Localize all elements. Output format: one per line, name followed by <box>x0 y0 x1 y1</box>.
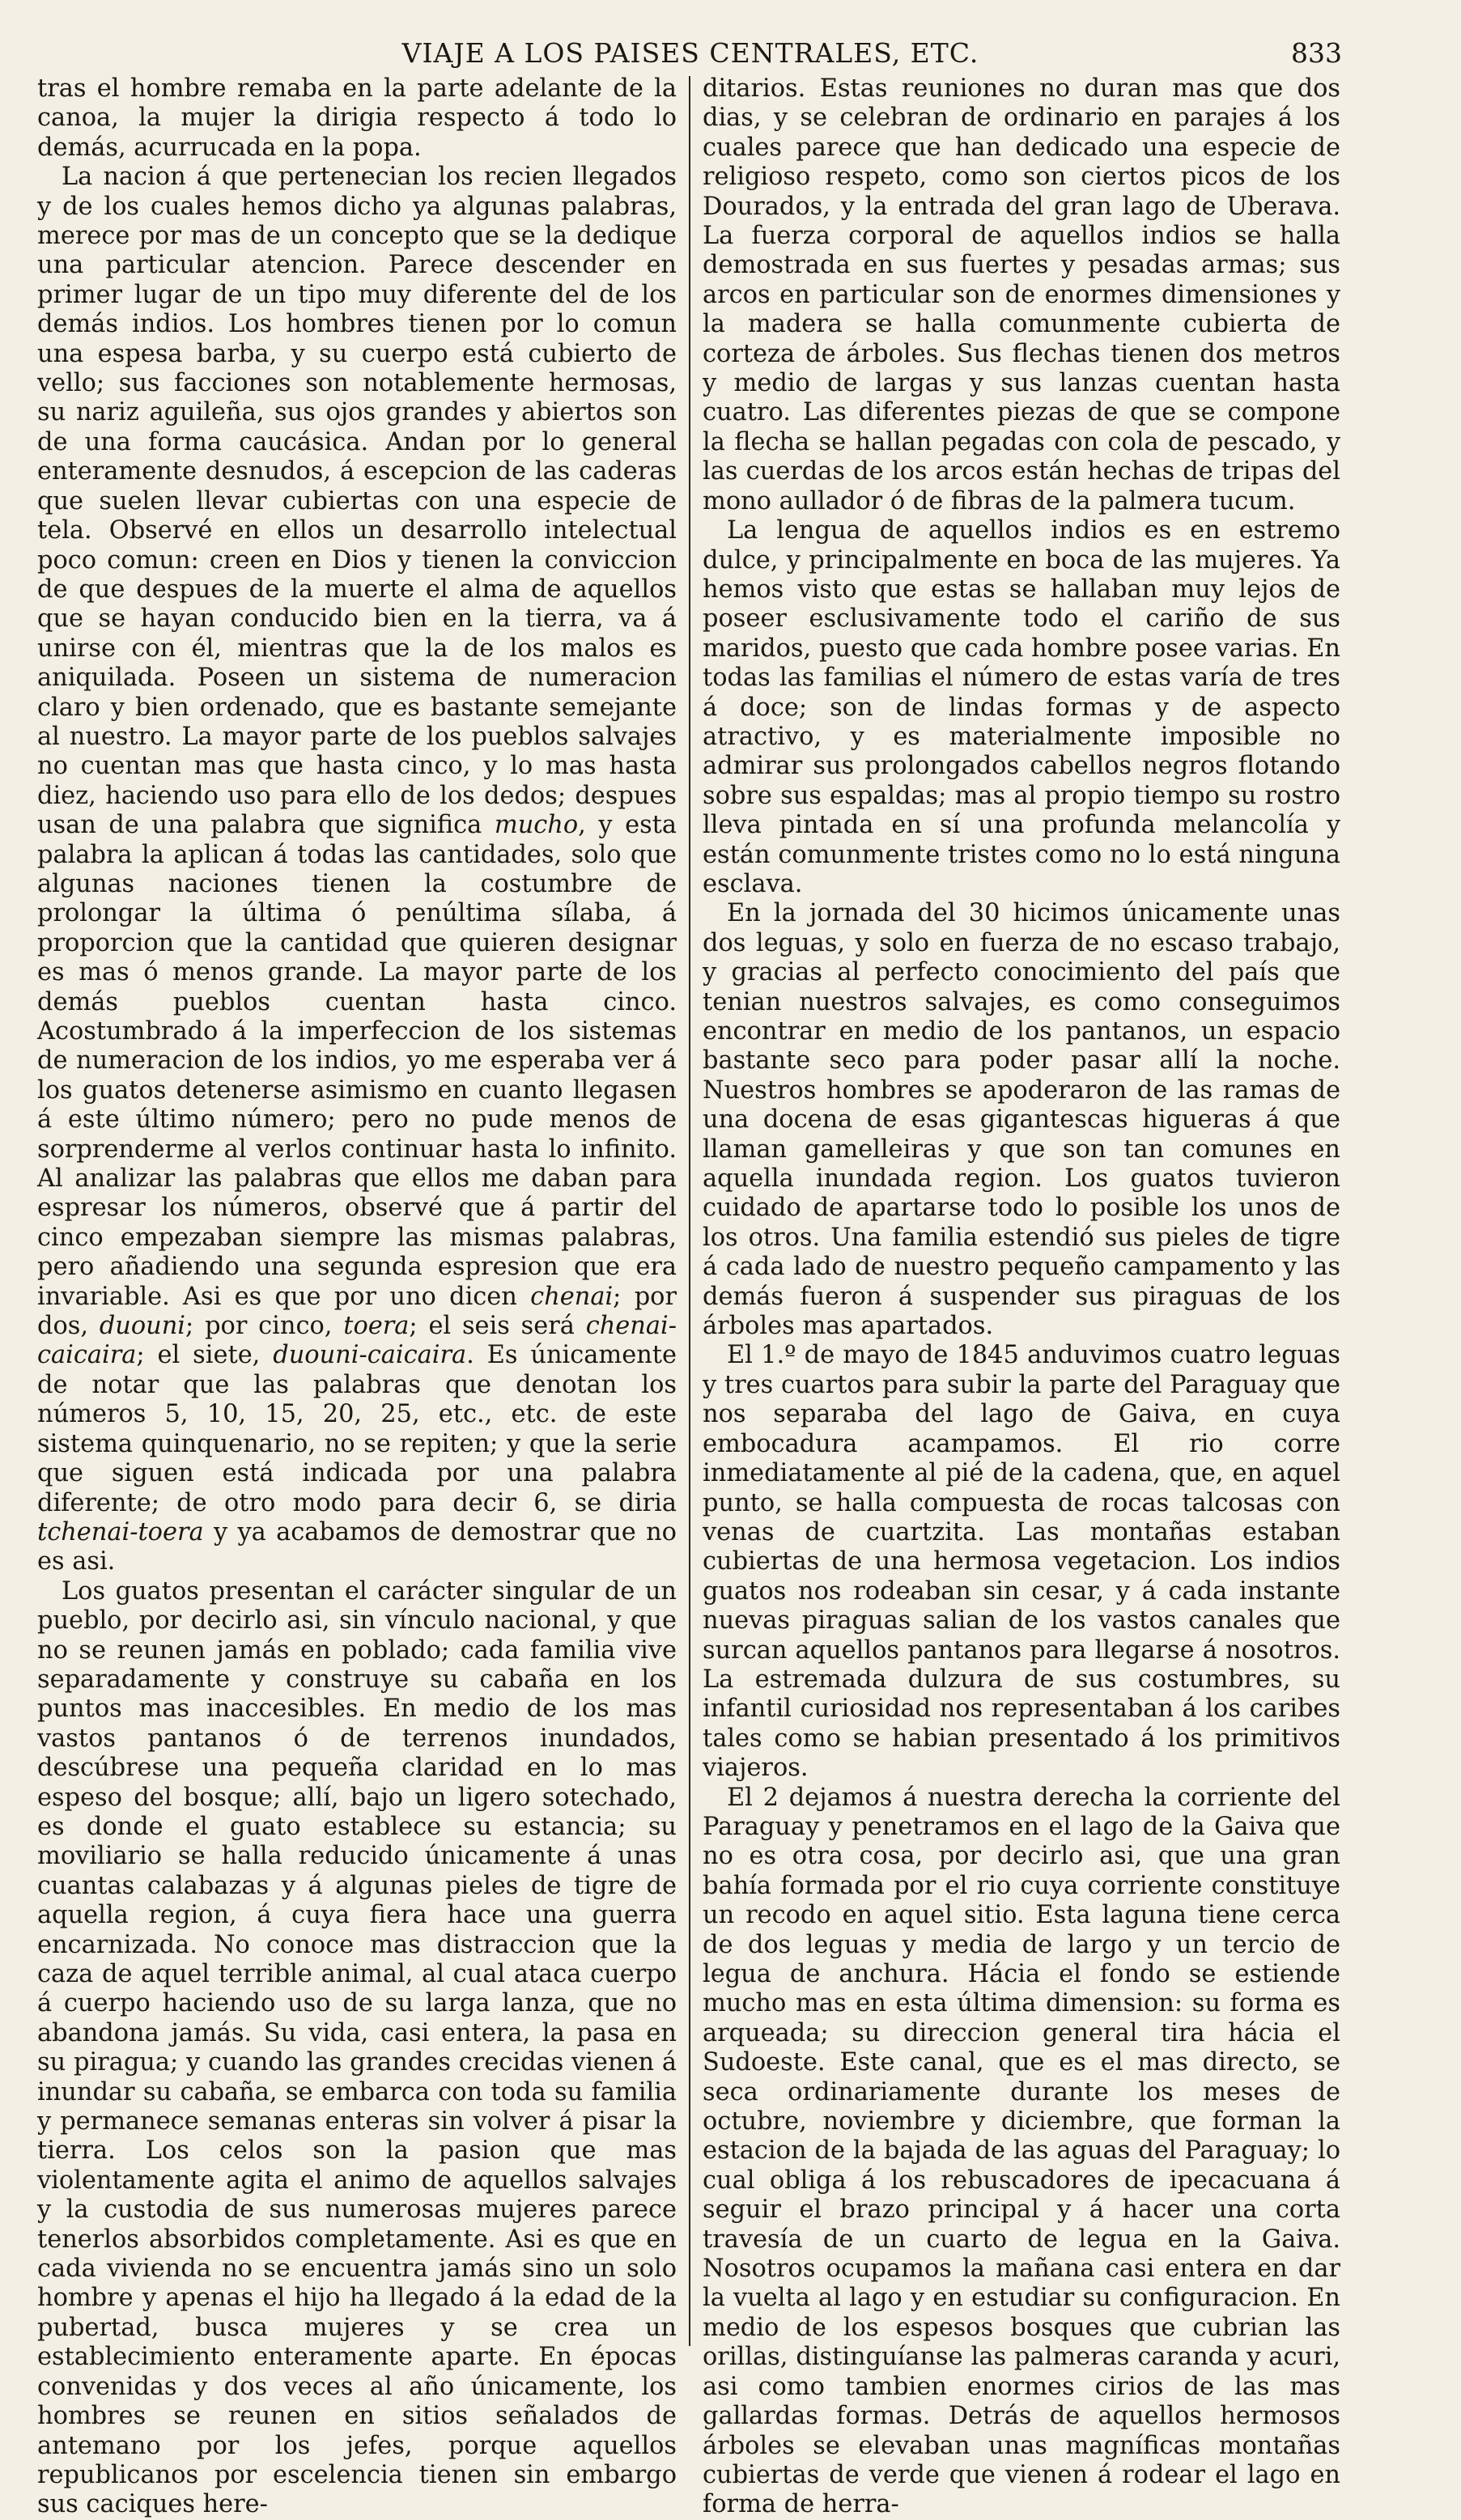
left-column <box>37 74 677 2519</box>
paragraph: En la jornada del 30 hicimos únicamente unas dos leguas, y solo en fuerza de no escaso trabajo, y gracias al perfecto conocimiento del país que tenian nuestros salvajes, es como conseguimos encontrar en medio de los pantanos, un espacio bastante seco para poder pasar allí la noche. Nuestros hombres se apoderaron de las ramas de una docena de esas gigantescas higueras á que llaman gamelleiras y que son tan comunes en aquella inundada region. Los guatos tuvieron cuidado de apartarse todo lo posible los unos de los otros. Una familia estendió sus pieles de tigre á cada lado de nuestro pequeño campamento y las demás fueron á suspender sus piraguas de los árboles mas apartados. <box>703 899 1340 1341</box>
paragraph: La lengua de aquellos indios es en estremo dulce, y principalmente en boca de las mujeres. Ya hemos visto que estas se hallaban muy lejos de poseer esclusivamente todo el cariño de sus maridos, puesto que cada hombre posee varias. En todas las familias el número de estas varía de tres á doce; son de lindas formas y de aspecto atractivo, y es materialmente imposible no admirar sus prolongados cabellos negros flotando sobre sus espaldas; mas al propio tiempo su rostro lleva pintada en sí una profunda melancolía y están comunmente tristes como no lo está ninguna esclava. <box>703 516 1340 898</box>
page-header <box>39 37 1342 78</box>
paragraph: El 1.º de mayo de 1845 anduvimos cuatro leguas y tres cuartos para subir la parte del Paraguay que nos separaba del lago de Gaiva, en cuya embocadura acampamos. El rio corre inmediatamente al pié de la cadena, que, en aquel punto, se halla compuesta de rocas talcosas con venas de cuartzita. Las montañas estaban cubiertas de una hermosa vegetacion. Los indios guatos nos rodeaban sin cesar, y á cada instante nuevas piraguas salian de los vastos canales que surcan aquellos pantanos para llegarse á nosotros. La estremada dulzura de sus costumbres, su infantil curiosidad nos representaban á los caribes tales como se habian presentado á los primitivos viajeros. <box>703 1341 1340 1783</box>
paragraph: La nacion á que pertenecian los recien llegados y de los cuales hemos dicho ya algunas palabras, merece por mas de un concepto que se la dedique una particular atencion. Parece descender en primer lugar de un tipo muy diferente del de los demás indios. Los hombres tienen por lo comun una espesa barba, y su cuerpo está cubierto de vello; sus facciones son notablemente hermosas, su nariz aguileña, sus ojos grandes y abiertos son de una forma caucásica. Andan por lo general enteramente desnudos, á escepcion de las caderas que suelen llevar cubiertas con una especie de tela. Observé en ellos un desarrollo intelectual poco comun: creen en Dios y tienen la conviccion de que despues de la muerte el alma de aquellos que se hayan conducido bien en la tierra, va á unirse con él, mientras que la de los malos es aniquilada. Poseen un sistema de numeracion claro y bien ordenado, que es bastante semejante al nuestro. La mayor parte de los pueblos salvajes no cuentan mas que hasta cinco, y lo mas hasta diez, haciendo uso para ello de los dedos; despues usan de una palabra que significa mucho, y esta palabra la aplican á todas las cantidades, solo que algunas naciones tienen la costumbre de prolongar la última ó penúltima sílaba, á proporcion que la cantidad que quieren designar es mas ó menos grande. La mayor parte de los demás pueblos cuentan hasta cinco. Acostumbrado á la imperfeccion de los sistemas de numeracion de los indios, yo me esperaba ver á los guatos detenerse asimismo en cuanto llegasen á este último número; pero no pude menos de sorprenderme al verlos continuar hasta lo infinito. Al analizar las palabras que ellos me daban para espresar los números, observé que á partir del cinco empezaban siempre las mismas palabras, pero añadiendo una segunda espresion que era invariable. Asi es que por uno dicen chenai; por dos, duouni; por cinco, toera; el seis será chenai-caicaira; el siete, duouni-caicaira. Es únicamente de notar que las palabras que denotan los números 5, 10, 15, 20, 25, etc., etc. de este sistema quinquenario, no se repiten; y que la serie que siguen está indicada por una palabra diferente; de otro modo para decir 6, se diria tchenai-toera y ya acabamos de demostrar que no es asi. <box>37 163 677 1576</box>
paragraph: Los guatos presentan el carácter singular de un pueblo, por decirlo asi, sin vínculo nacional, y que no se reunen jamás en poblado; cada familia vive separadamente y construye su cabaña en los puntos mas inaccesibles. En medio de los mas vastos pantanos ó de terrenos inundados, descúbrese una pequeña claridad en lo mas espeso del bosque; allí, bajo un ligero sotechado, es donde el guato establece su estancia; su moviliario se halla reducido únicamente á unas cuantas calabazas y á algunas pieles de tigre de aquella region, á cuya fiera hace una guerra encarnizada. No conoce mas distraccion que la caza de aquel terrible animal, al cual ataca cuerpo á cuerpo haciendo uso de su larga lanza, que no abandona jamás. Su vida, casi entera, la pasa en su piragua; y cuando las grandes crecidas vienen á inundar su cabaña, se embarca con toda su familia y permanece semanas enteras sin volver á pisar la tierra. Los celos son la pasion que mas violentamente agita el animo de aquellos salvajes y la custodia de sus numerosas mujeres parece tenerlos absorbidos completamente. Asi es que en cada vivienda no se encuentra jamás sino un solo hombre y apenas el hijo ha llegado á la edad de la pubertad, busca mujeres y se crea un establecimiento enteramente aparte. En épocas convenidas y dos veces al año únicamente, los hombres se reunen en sitios señalados de antemano por los jefes, porque aquellos republicanos por escelencia tienen sin embargo sus caciques here- <box>37 1576 677 2519</box>
paragraph: ditarios. Estas reuniones no duran mas que dos dias, y se celebran de ordinario en parajes á los cuales parece que han dedicado una especie de religioso respeto, como son ciertos picos de los Dourados, y la entrada del gran lago de Uberava. La fuerza corporal de aquellos indios se halla demostrada en sus fuertes y pesadas armas; sus arcos en particular son de enormes dimensiones y la madera se halla comunmente cubierta de corteza de árboles. Sus flechas tienen dos metros y medio de largas y sus lanzas cuentan hasta cuatro. Las diferentes piezas de que se compone la flecha se hallan pegadas con cola de pescado, y las cuerdas de los arcos están hechas de tripas del mono aullador ó de fibras de la palmera tucum. <box>703 74 1340 515</box>
running-title: VIAJE A LOS PAISES CENTRALES, ETC. <box>401 37 979 69</box>
page-number: 833 <box>1291 37 1342 69</box>
right-column <box>703 74 1340 2519</box>
column-divider <box>689 76 690 2346</box>
paragraph: tras el hombre remaba en la parte adelante de la canoa, la mujer la dirigia respecto á todo lo demás, acurrucada en la popa. <box>37 74 677 162</box>
paragraph: El 2 dejamos á nuestra derecha la corriente del Paraguay y penetramos en el lago de la Gaiva que no es otra cosa, por decirlo asi, que una gran bahía formada por el rio cuya corriente constituye un recodo en aquel sitio. Esta laguna tiene cerca de dos leguas y media de largo y un tercio de legua de anchura. Hácia el fondo se estiende mucho mas en esta última dimension: su forma es arqueada; su direccion general tira hácia el Sudoeste. Este canal, que es el mas directo, se seca ordinariamente durante los meses de octubre, noviembre y diciembre, que forman la estacion de la bajada de las aguas del Paraguay; lo cual obliga á los rebuscadores de ipecacuana á seguir el brazo principal y á hacer una corta travesía de un cuarto de legua en la Gaiva. Nosotros ocupamos la mañana casi entera en dar la vuelta al lago y en estudiar su configuracion. En medio de los espesos bosques que cubrian las orillas, distinguíanse las palmeras caranda y acuri, asi como tambien enormes cirios de las mas gallardas formas. Detrás de aquellos hermosos árboles se elevaban unas magníficas montañas cubiertas de verde que vienen á rodear el lago en forma de herra- <box>703 1783 1340 2519</box>
